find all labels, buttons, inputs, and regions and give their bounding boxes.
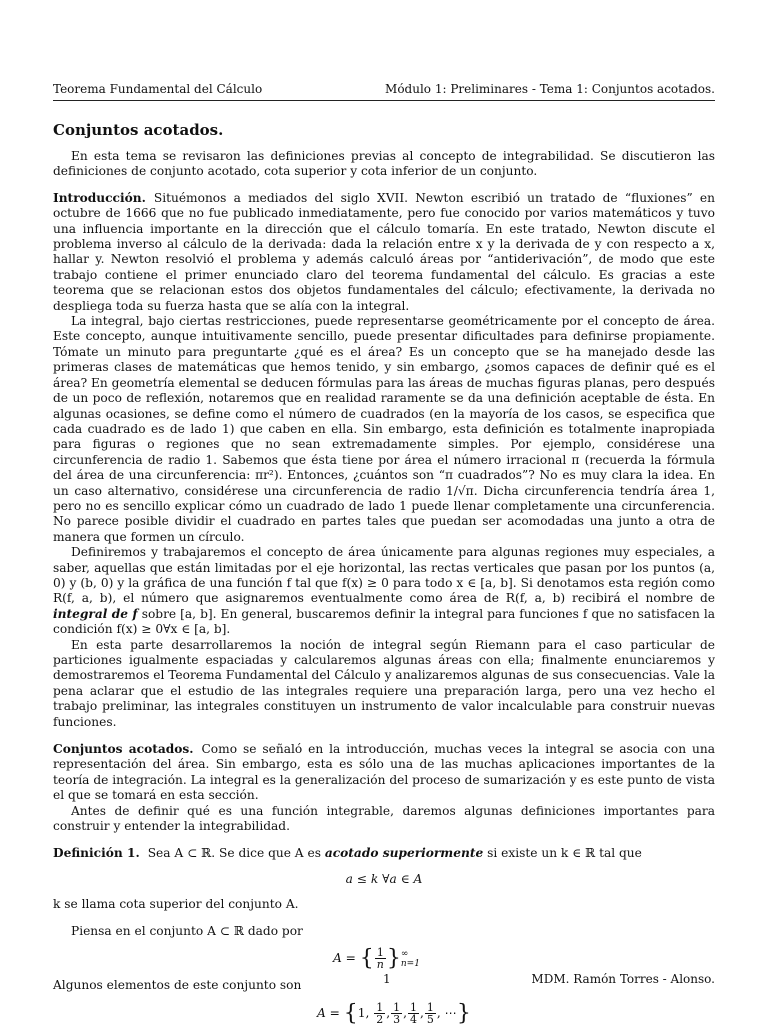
- bounded-sets-text-1: Como se señaló en la introducción, muchas veces la integral se asocia con una representación del área. Sin embargo, esta es sólo una de las muchas aplicaciones importantes de la teoría de integración. La integral es la generalización del proceso de sumarización y es este punto de vista el que se tomará en esta sección.: [53, 742, 715, 803]
- page-number: 1: [383, 972, 391, 986]
- upper-bound-formula: a ≤ k ∀a ∈ A: [345, 871, 423, 886]
- elements-right-brace: }: [456, 1000, 471, 1026]
- definition-1: [53, 846, 715, 861]
- introduction-text-3b: sobre [a, b]. En general, buscaremos definir la integral para funciones f que no satisfacen la condición f(x) ≥ 0∀x ∈ [a, b].: [53, 606, 715, 637]
- header-module-title: Módulo 1: Preliminares - Tema 1: Conjuntos acotados.: [385, 82, 715, 96]
- set-lhs: A =: [333, 951, 356, 966]
- header-course-title: Teorema Fundamental del Cálculo: [53, 82, 263, 96]
- introduction-paragraph-4: En esta parte desarrollaremos la noción de integral según Riemann para el caso particular de particiones igualmente espaciadas y calcularemos algunas áreas con ella; finalmente enunciaremos y demostraremos el Teorema Fundamental del Cálculo y analizaremos algunas de sus consecuencias. Vale la pena aclarar que el estudio de las integrales requiere una preparación larga, pero una vez hecho el trabajo preliminar, las integrales constituyen un instrumento de valor incalculable para construir nuevas funciones.: [53, 637, 715, 729]
- introduction-paragraph-2: La integral, bajo ciertas restricciones, puede representarse geométricamente por el concepto de área. Este concepto, aunque intuitivamente sencillo, puede presentar dificultades para definirse propiamente. Tómate un minuto para preguntarte ¿qué es el área? Es un concepto que se ha manejado desde las primeras clases de matemáticas que hemos tenido, y sin embargo, ¿somos capaces de definir qué es el área? En geometría elemental se deducen fórmulas para las áreas de muchas figuras planas, pero después de un poco de reflexión, notaremos que en realidad raramente se da una definición aceptable de ésta. En algunas ocasiones, se define como el número de cuadrados (en la mayoría de los casos, se especifica que cada cuadrado es de lado 1) que caben en ella. Sin embargo, esta definición es totalmente inapropiada para figuras o regiones que no sean extremadamente simples. Por ejemplo, considérese una circunferencia de radio 1. Sabemos que ésta tiene por área el número irracional π (recuerda la fórmula del área de una circunferencia: πr²). Entonces, ¿cuántos son “π cuadrados”? No es muy clara la idea. En un caso alternativo, considérese una circunferencia de radio 1/√π. Dicha circunferencia tendría área 1, pero no es sencillo explicar cómo un cuadrado de lado 1 puede llenar completamente una circunferencia. No parece posible dividir el cuadrado en partes tales que puedan ser acomodadas una junto a otra de manera que formen un círculo.: [53, 314, 715, 544]
- definition-text-b: si existe un k ∈ ℝ tal que: [483, 846, 642, 861]
- elements-left-brace: {: [343, 1000, 358, 1026]
- example-intro: Piensa en el conjunto A ⊂ ℝ dado por: [71, 923, 303, 938]
- bounded-sets-paragraph-1: [53, 742, 715, 804]
- elements-ellipsis: ⋯: [444, 1005, 457, 1020]
- element-one: 1,: [357, 1005, 370, 1020]
- elements-lhs: A =: [317, 1005, 340, 1020]
- definition-text-a: Sea A ⊂ ℝ. Se dice que A es: [147, 846, 325, 861]
- introduction-heading: Introducción.: [53, 190, 146, 205]
- introduction-text-1: Situémonos a mediados del siglo XVII. Newton escribió un tratado de “fluxiones” en octubre de 1666 que no fue publicado inmediatamente, pero fue conocido por varios matemáticos y tuvo una influencia importante en la dirección que el cálculo tomaría. En este tratado, Newton discute el problema inverso al cálculo de la derivada: dada la relación entre x y la derivada de y con respecto a x, hallar y. Newton resolvió el problema y además calculó áreas por “antiderivación”, de modo que este trabajo contiene el primer enunciado claro del teorema fundamental del cálculo. Es gracias a este teorema que se relacionan estos dos objetos fundamentales del cálculo; efectivamente, la derivada no despliega toda su fuerza hasta que se alía con la integral.: [53, 190, 715, 313]
- left-brace: {: [359, 945, 374, 971]
- definition-term: acotado superiormente: [324, 846, 484, 861]
- header-rule: [53, 100, 715, 101]
- set-limits: ∞ n=1: [400, 948, 420, 969]
- introduction-paragraph-1: [53, 191, 715, 314]
- element-fraction-5: $\frac{1}{5}$: [426, 1000, 434, 1026]
- abstract-paragraph: En esta tema se revisaron las definiciones previas al concepto de integrabilidad. Se discutieron las definiciones de conjunto acotado, cota superior y cota inferior de un conjunto.: [53, 149, 715, 179]
- section-title: Conjuntos acotados.: [53, 121, 224, 139]
- right-brace: }: [386, 945, 401, 971]
- page-body: [53, 121, 715, 1033]
- introduction-paragraph-3: [53, 545, 715, 637]
- author-name: MDM. Ramón Torres - Alonso.: [531, 972, 715, 986]
- set-elements-formula: A = {1, $\frac{1}{2}$ , $\frac{1}{3}$ , $\frac{1}{4}$ , $\frac{1}{5}$ , ⋯}: [317, 1000, 471, 1026]
- set-definition-formula: [53, 947, 715, 970]
- bounded-sets-heading: Conjuntos acotados.: [53, 742, 194, 757]
- bounded-sets-paragraph-2: Antes de definir qué es una función integrable, daremos algunas definiciones importantes para construir y entender la integrabilidad.: [53, 803, 715, 834]
- upper-bound-note: k se llama cota superior del conjunto A.: [53, 897, 299, 912]
- element-fraction-3: $\frac{1}{3}$: [393, 1000, 401, 1026]
- elements-intro: Algunos elementos de este conjunto son: [53, 978, 302, 993]
- running-header: [53, 82, 715, 96]
- introduction-text-3a: Definiremos y trabajaremos el concepto de área únicamente para algunas regiones muy especiales, a saber, aquellas que están limitadas por el eje horizontal, las rectas verticales que pasan por los puntos (a, 0) y (b, 0) y la gráfica de una función f tal que f(x) ≥ 0 para todo x ∈ [a, b]. Si denotamos esta región como R(f, a, b), el número que asignaremos eventualmente como área de R(f, a, b) recibirá el nombre de: [53, 545, 715, 606]
- element-fraction-2: $\frac{1}{2}$: [376, 1000, 384, 1026]
- set-fraction: $\frac{1}{n}$: [376, 946, 384, 972]
- integral-term: integral de f: [53, 606, 138, 621]
- definition-heading: Definición 1.: [53, 846, 140, 861]
- element-fraction-4: $\frac{1}{4}$: [410, 1000, 418, 1026]
